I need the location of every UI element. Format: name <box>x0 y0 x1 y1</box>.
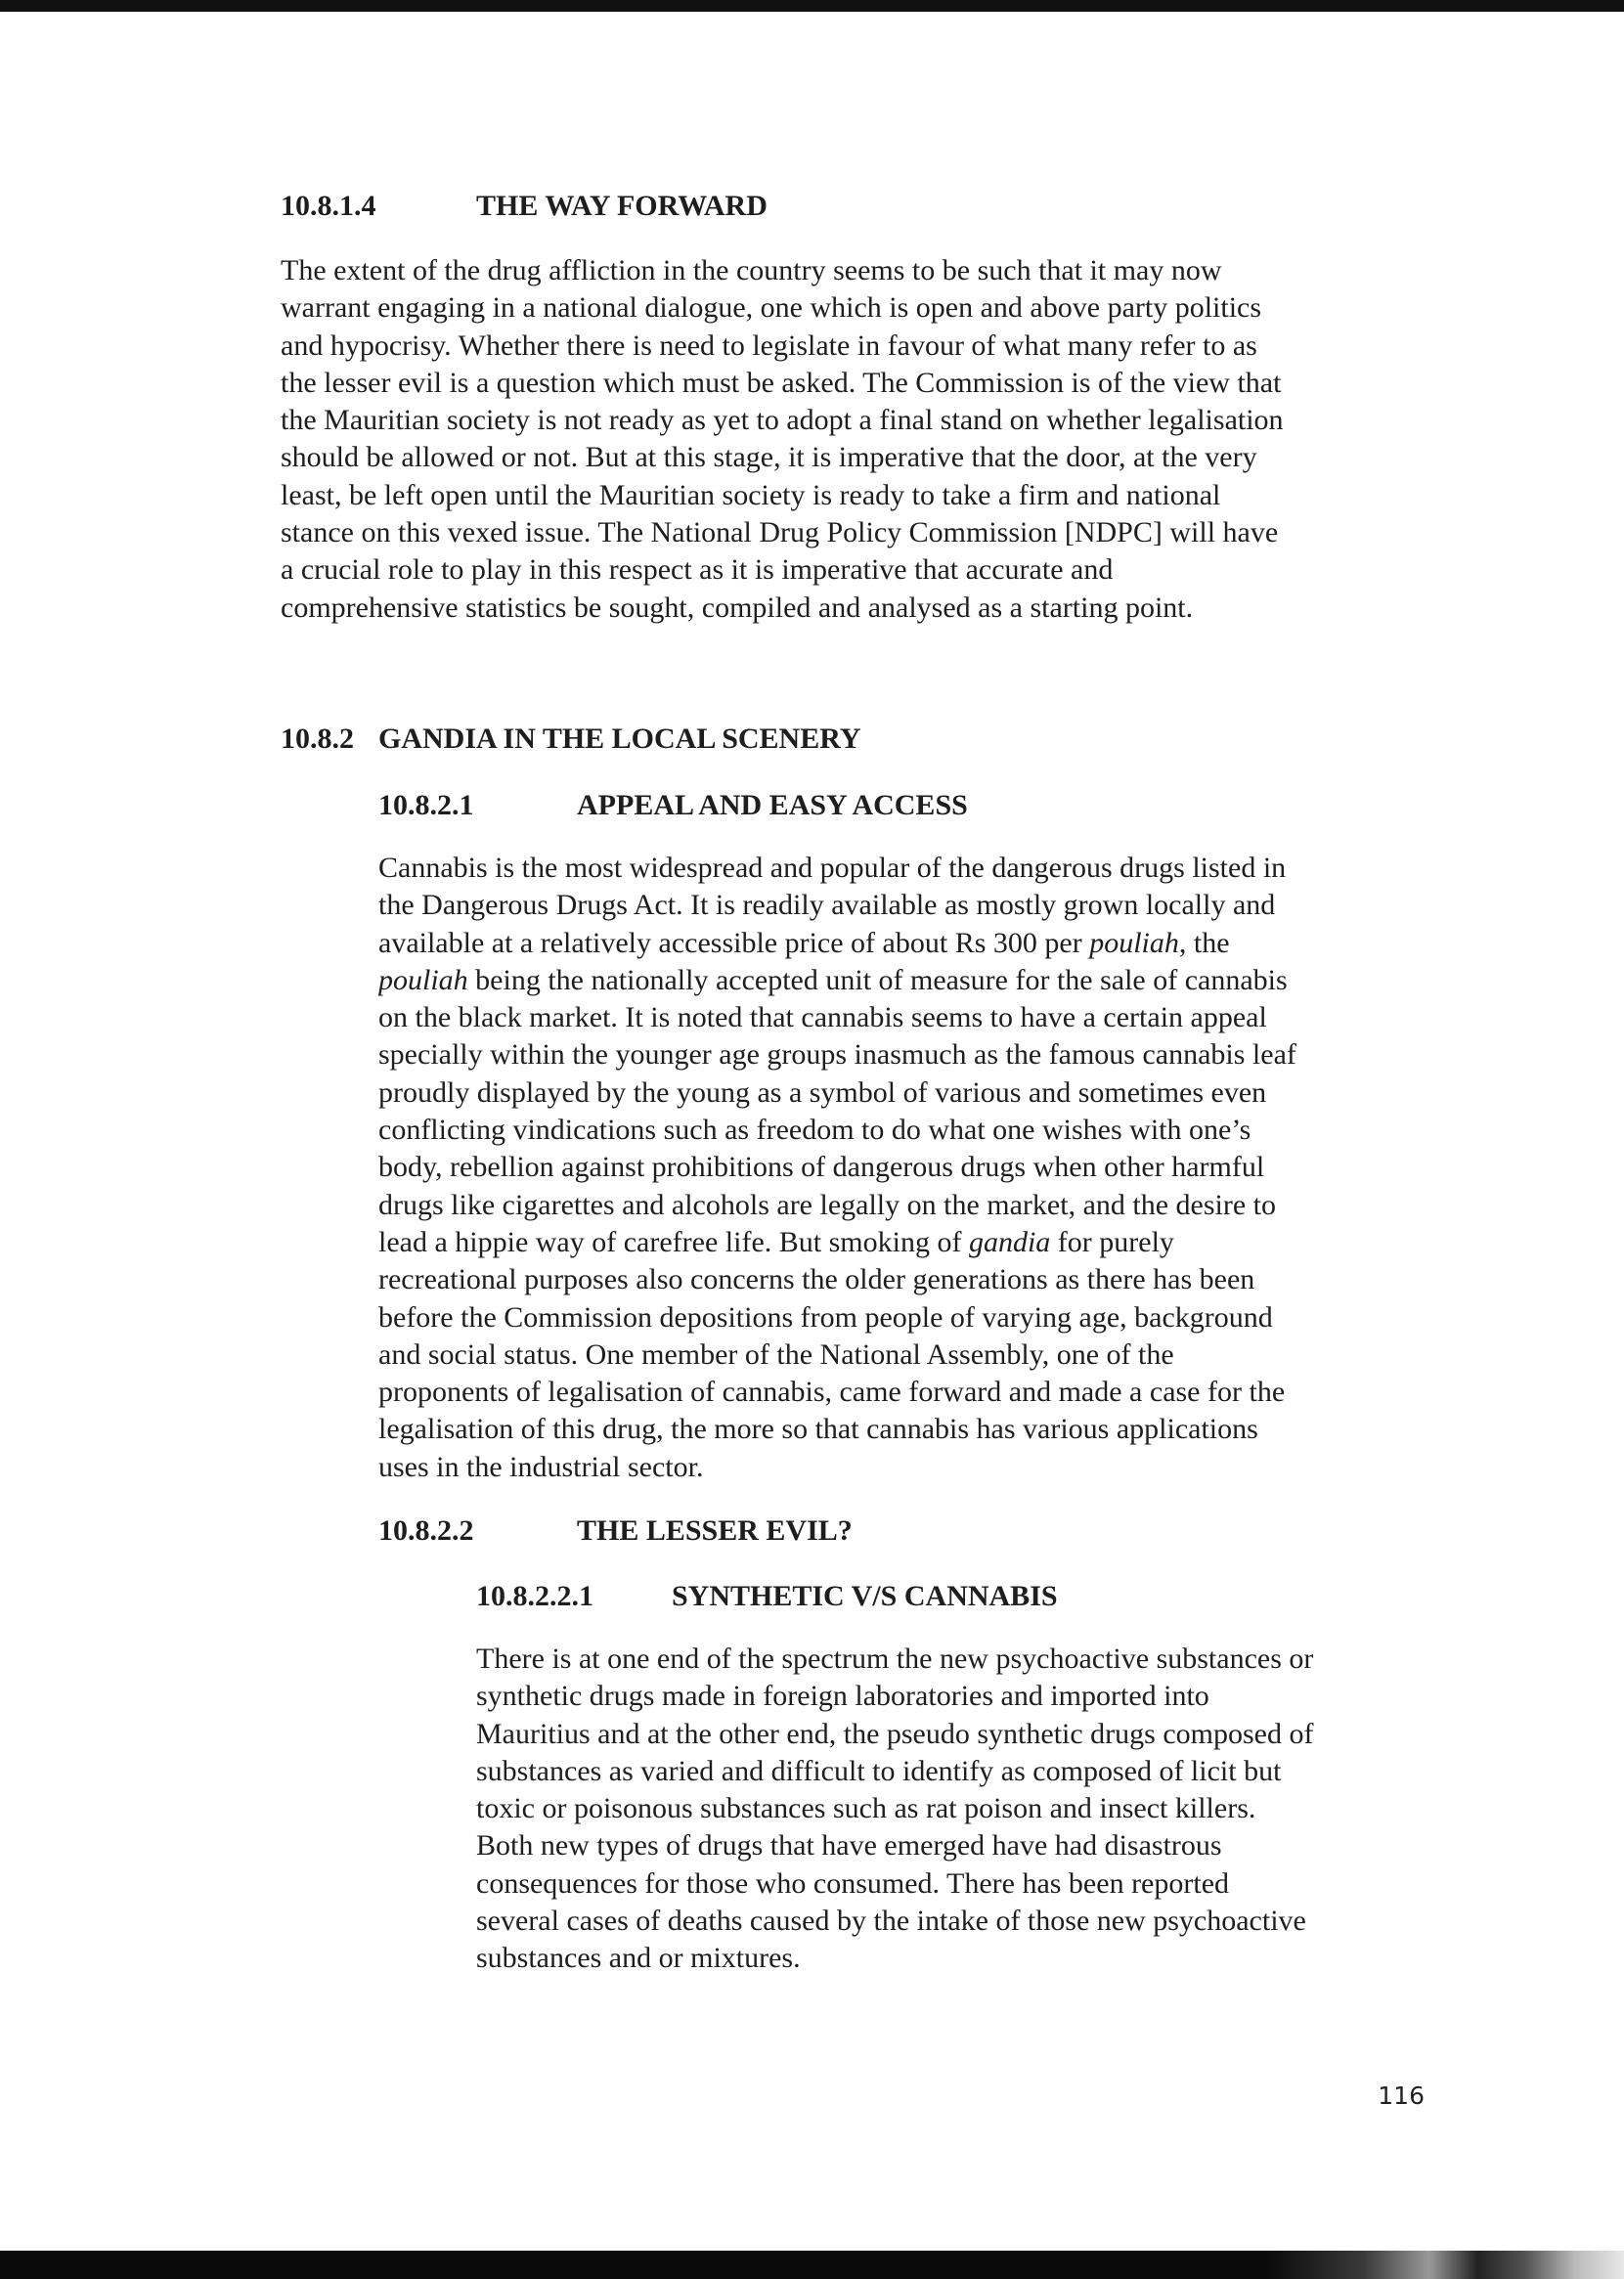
section-title: APPEAL AND EASY ACCESS <box>577 789 968 821</box>
text-line: stance on this vexed issue. The National Drug Policy Commission [NDPC] will have <box>281 516 1279 549</box>
scan-bottom-border <box>0 2251 1624 2279</box>
text-line: legalisation of this drug, the more so that cannabis has various applications <box>378 1413 1258 1446</box>
text-line: consequences for those who consumed. There has been reported <box>476 1866 1230 1900</box>
text-line: proponents of legalisation of cannabis, came forward and made a case for the <box>378 1376 1286 1409</box>
text-line: synthetic drugs made in foreign laboratories and imported into <box>476 1680 1209 1713</box>
text-line: warrant engaging in a national dialogue, one which is open and above party politics <box>281 291 1262 325</box>
text-line: conflicting vindications such as freedom to do what one wishes with one’s <box>378 1114 1251 1147</box>
text-line: specially within the younger age groups inasmuch as the famous cannabis leaf <box>378 1038 1296 1072</box>
italic-term: pouliah <box>378 963 468 996</box>
text-line: and hypocrisy. Whether there is need to legislate in favour of what many refer to as <box>281 329 1257 362</box>
section-title: THE WAY FORWARD <box>476 190 768 222</box>
section-number: 10.8.2.2 <box>378 1514 474 1547</box>
text-line: toxic or poisonous substances such as rat poison and insect killers. <box>476 1792 1256 1825</box>
text-line: should be allowed or not. But at this stage, it is imperative that the door, at the very <box>281 441 1257 474</box>
section-number: 10.8.2.2.1 <box>476 1580 593 1612</box>
section-number: 10.8.1.4 <box>281 190 376 222</box>
text-line: least, be left open until the Mauritian society is ready to take a firm and national <box>281 478 1221 511</box>
text-line: proudly displayed by the young as a symbol of various and sometimes even <box>378 1075 1267 1109</box>
text-line: Cannabis is the most widespread and popular of the dangerous drugs listed in <box>378 852 1287 884</box>
heading-10-8-2 <box>281 722 861 757</box>
italic-term: gandia <box>968 1225 1051 1258</box>
text-line: Both new types of drugs that have emerged have had disastrous <box>476 1829 1222 1863</box>
text-line: the lesser evil is a question which must be asked. The Commission is of the view that <box>281 366 1282 399</box>
text-line: Mauritius and at the other end, the pseudo synthetic drugs composed of <box>476 1717 1314 1750</box>
text-line: comprehensive statistics be sought, compiled and analysed as a starting point. <box>281 591 1194 624</box>
heading-10-8-2-2 <box>378 1513 853 1549</box>
section-number: 10.8.2.1 <box>378 789 474 821</box>
paragraph-appeal-and-easy-access <box>378 850 1420 1486</box>
heading-10-8-2-1 <box>378 788 968 823</box>
text-line: pouliah being the nationally accepted unit of measure for the sale of cannabis <box>378 963 1288 996</box>
text-line: and social status. One member of the National Assembly, one of the <box>378 1337 1174 1371</box>
heading-10-8-2-2-1 <box>476 1579 1058 1614</box>
text-line: the Dangerous Drugs Act. It is readily available as mostly grown locally and <box>378 889 1276 922</box>
text-line: substances as varied and difficult to identify as composed of licit but <box>476 1754 1282 1787</box>
page-number: 116 <box>1378 2082 1425 2110</box>
text-line: lead a hippie way of carefree life. But smoking of gandia for purely <box>378 1225 1174 1258</box>
text-line: several cases of deaths caused by the intake of those new psychoactive <box>476 1905 1306 1938</box>
heading-10-8-1-4 <box>281 189 768 224</box>
text-line: drugs like cigarettes and alcohols are legally on the market, and the desire to <box>378 1188 1277 1221</box>
text-line: before the Commission depositions from people of varying age, background <box>378 1300 1273 1334</box>
section-number: 10.8.2 <box>281 723 354 755</box>
text-line: recreational purposes also concerns the older generations as there has been <box>378 1263 1255 1296</box>
text-line: available at a relatively accessible price of about Rs 300 per pouliah, the <box>378 926 1230 959</box>
text-line: substances and or mixtures. <box>476 1942 801 1975</box>
italic-term: pouliah <box>1089 926 1179 959</box>
text-line: The extent of the drug affliction in the country seems to be such that it may now <box>281 254 1222 286</box>
scan-top-border <box>0 0 1624 12</box>
paragraph-synthetic-vs-cannabis <box>476 1641 1420 1978</box>
text-line: uses in the industrial sector. <box>378 1450 704 1483</box>
text-line: There is at one end of the spectrum the new psychoactive substances or <box>476 1643 1314 1675</box>
text-line: a crucial role to play in this respect as it is imperative that accurate and <box>281 553 1114 587</box>
text-line: on the black market. It is noted that cannabis seems to have a certain appeal <box>378 1001 1267 1034</box>
section-title: SYNTHETIC V/S CANNABIS <box>672 1580 1058 1612</box>
paragraph-the-way-forward <box>281 252 1420 627</box>
section-title: GANDIA IN THE LOCAL SCENERY <box>378 723 861 755</box>
text-line: the Mauritian society is not ready as yet to adopt a final stand on whether legalisation <box>281 404 1284 437</box>
section-title: THE LESSER EVIL? <box>577 1514 853 1547</box>
text-line: body, rebellion against prohibitions of dangerous drugs when other harmful <box>378 1151 1265 1184</box>
